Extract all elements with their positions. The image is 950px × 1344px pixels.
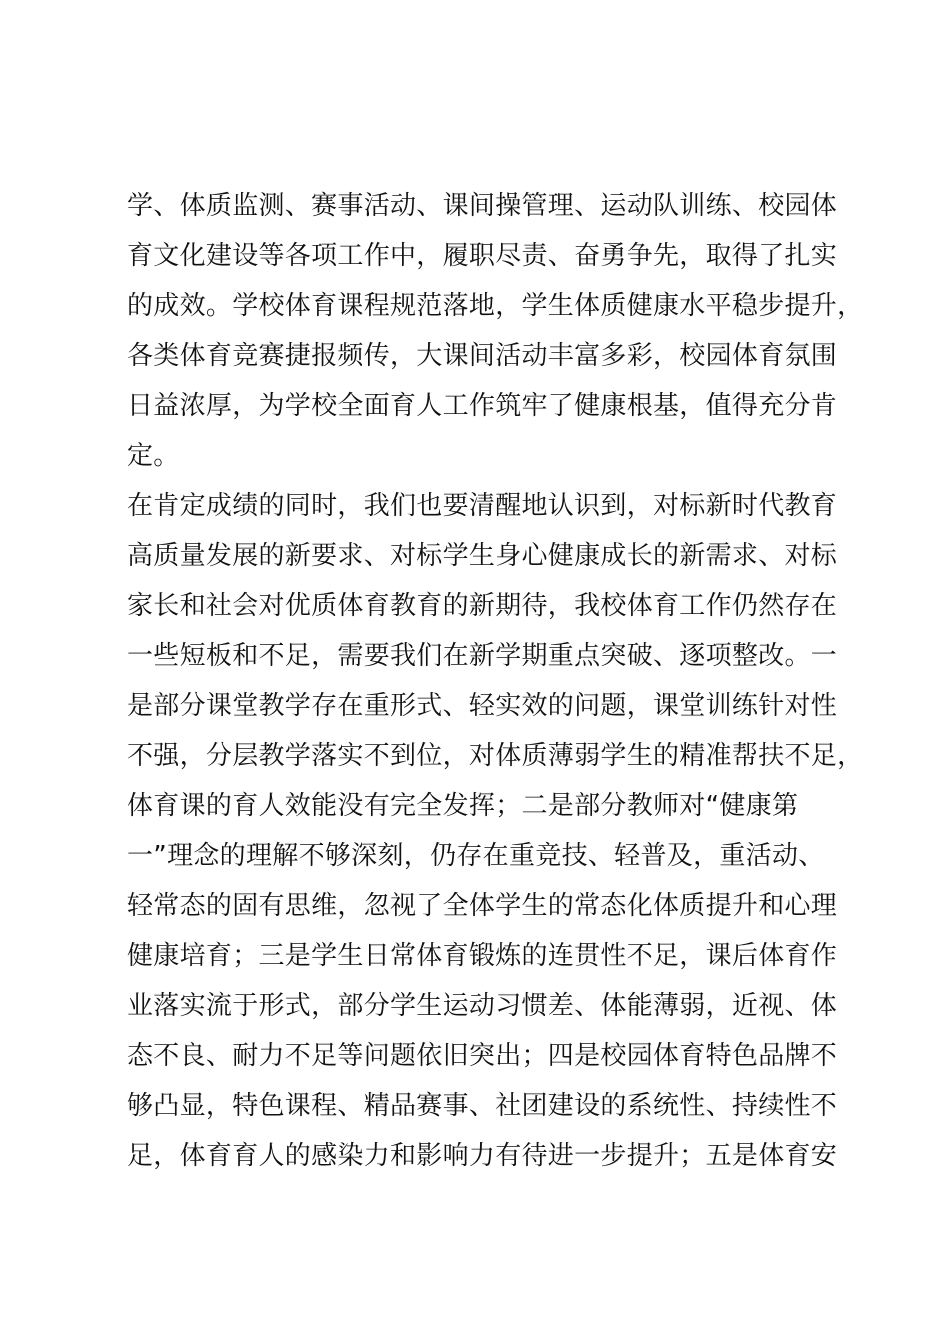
text-line: 各类体育竞赛捷报频传，大课间活动丰富多彩，校园体育氛围 xyxy=(127,341,838,371)
text-line: 够凸显，特色课程、精品赛事、社团建设的系统性、持续性不 xyxy=(127,1091,838,1121)
text-line: 高质量发展的新要求、对标学生身心健康成长的新需求、对标 xyxy=(127,541,838,571)
text-line: 轻常态的固有思维，忽视了全体学生的常态化体质提升和心理 xyxy=(127,891,838,921)
text-line: 的成效。学校体育课程规范落地，学生体质健康水平稳步提升， xyxy=(127,291,864,321)
body-text xyxy=(127,181,864,1181)
text-line: 在肯定成绩的同时，我们也要清醒地认识到，对标新时代教育 xyxy=(127,491,838,521)
text-line: 日益浓厚，为学校全面育人工作筑牢了健康根基，值得充分肯 xyxy=(127,391,838,421)
text-line: 育文化建设等各项工作中，履职尽责、奋勇争先，取得了扎实 xyxy=(127,241,838,271)
text-line: 是部分课堂教学存在重形式、轻实效的问题，课堂训练针对性 xyxy=(127,691,838,721)
text-line: 定。 xyxy=(127,441,180,471)
text-line: 学、体质监测、赛事活动、课间操管理、运动队训练、校园体 xyxy=(127,191,838,221)
text-line: 不强，分层教学落实不到位，对体质薄弱学生的精准帮扶不足， xyxy=(127,741,864,771)
text-line: 业落实流于形式，部分学生运动习惯差、体能薄弱，近视、体 xyxy=(127,991,838,1021)
text-line: 健康培育；三是学生日常体育锻炼的连贯性不足，课后体育作 xyxy=(127,941,838,971)
text-line: 足，体育育人的感染力和影响力有待进一步提升；五是体育安 xyxy=(127,1141,838,1171)
text-line: 家长和社会对优质体育教育的新期待，我校体育工作仍然存在 xyxy=(127,591,838,621)
text-line: 一”理念的理解不够深刻，仍存在重竞技、轻普及，重活动、 xyxy=(127,841,825,871)
text-line: 态不良、耐力不足等问题依旧突出；四是校园体育特色品牌不 xyxy=(127,1041,838,1071)
text-line: 一些短板和不足，需要我们在新学期重点突破、逐项整改。一 xyxy=(127,641,838,671)
text-line: 体育课的育人效能没有完全发挥；二是部分教师对“健康第 xyxy=(127,791,799,821)
